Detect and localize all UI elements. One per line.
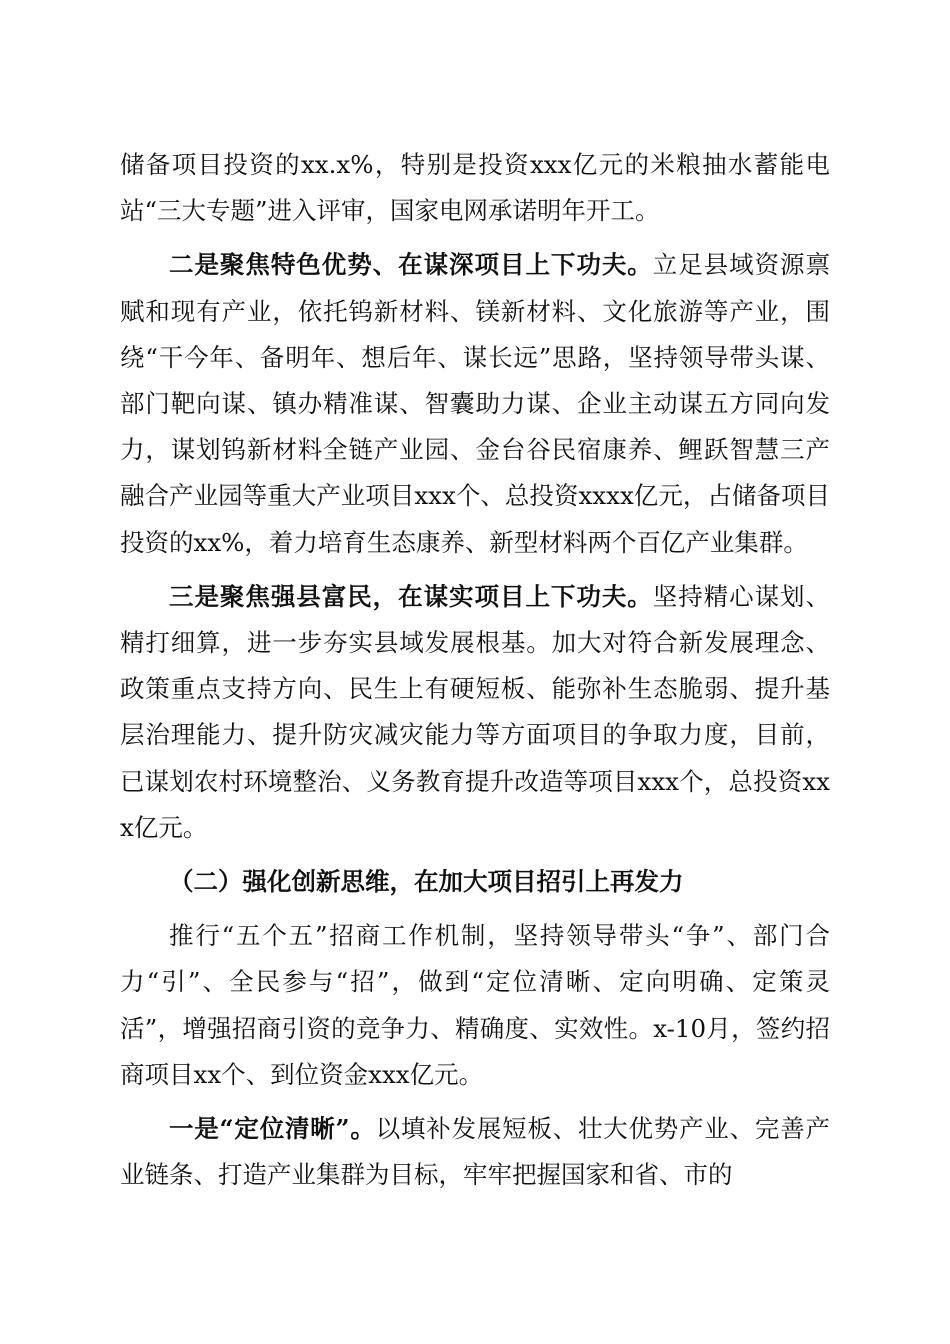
section-heading: （二）强化创新思维，在加大项目招引上再发力 [169, 867, 684, 897]
paragraph-lead: 二是聚焦特色优势、在谋深项目上下功夫。 [169, 250, 653, 280]
paragraph-point-three [120, 574, 830, 851]
paragraph-body: 坚持精心谋划、精打细算，进一步夯实县域发展根基。加大对符合新发展理念、政策重点支持方向、民生上有硬短板、能弥补生态脆弱、提升基层治理能力、提升防灾减灾能力等方面项目的争取力度，目前，已谋划农村环境整治、义务教育提升改造等项目xxx个，总投资xxx亿元。 [120, 581, 831, 842]
paragraph-point-one [120, 1106, 830, 1198]
paragraph-body: 以填补发展短板、壮大优势产业、完善产业链条、打造产业集群为目标，牢牢把握国家和省、市的 [120, 1114, 830, 1190]
paragraph-investment-mechanism: 推行“五个五”招商工作机制，坚持领导带头“争”、部门合力“引”、全民参与“招”，做到“定位清晰、定向明确、定策灵活”，增强招商引资的竞争力、精确度、实效性。x-10月，签约招商项目xx个、到位资金xxx亿元。 [120, 921, 830, 1089]
paragraph-point-two [120, 242, 830, 565]
paragraph-lead: 三是聚焦强县富民，在谋实项目上下功夫。 [169, 581, 653, 611]
paragraph-continuation: 储备项目投资的xx.x%，特别是投资xxx亿元的米粮抽水蓄能电站“三大专题”进入评审，国家电网承诺明年开工。 [120, 150, 830, 226]
paragraph-lead: 一是“定位清晰”。 [169, 1114, 376, 1144]
document-body [120, 142, 830, 1198]
paragraph-body: 立足县域资源禀赋和现有产业，依托钨新材料、镁新材料、文化旅游等产业，围绕“干今年、备明年、想后年、谋长远”思路，坚持领导带头谋、部门靶向谋、镇办精准谋、智囊助力谋、企业主动谋五方同向发力，谋划钨新材料全链产业园、金台谷民宿康养、鲤跃智慧三产融合产业园等重大产业项目xxx个、总投资xxxx亿元，占储备项目投资的xx%，着力培育生态康养、新型材料两个百亿产业集群。 [120, 250, 831, 557]
